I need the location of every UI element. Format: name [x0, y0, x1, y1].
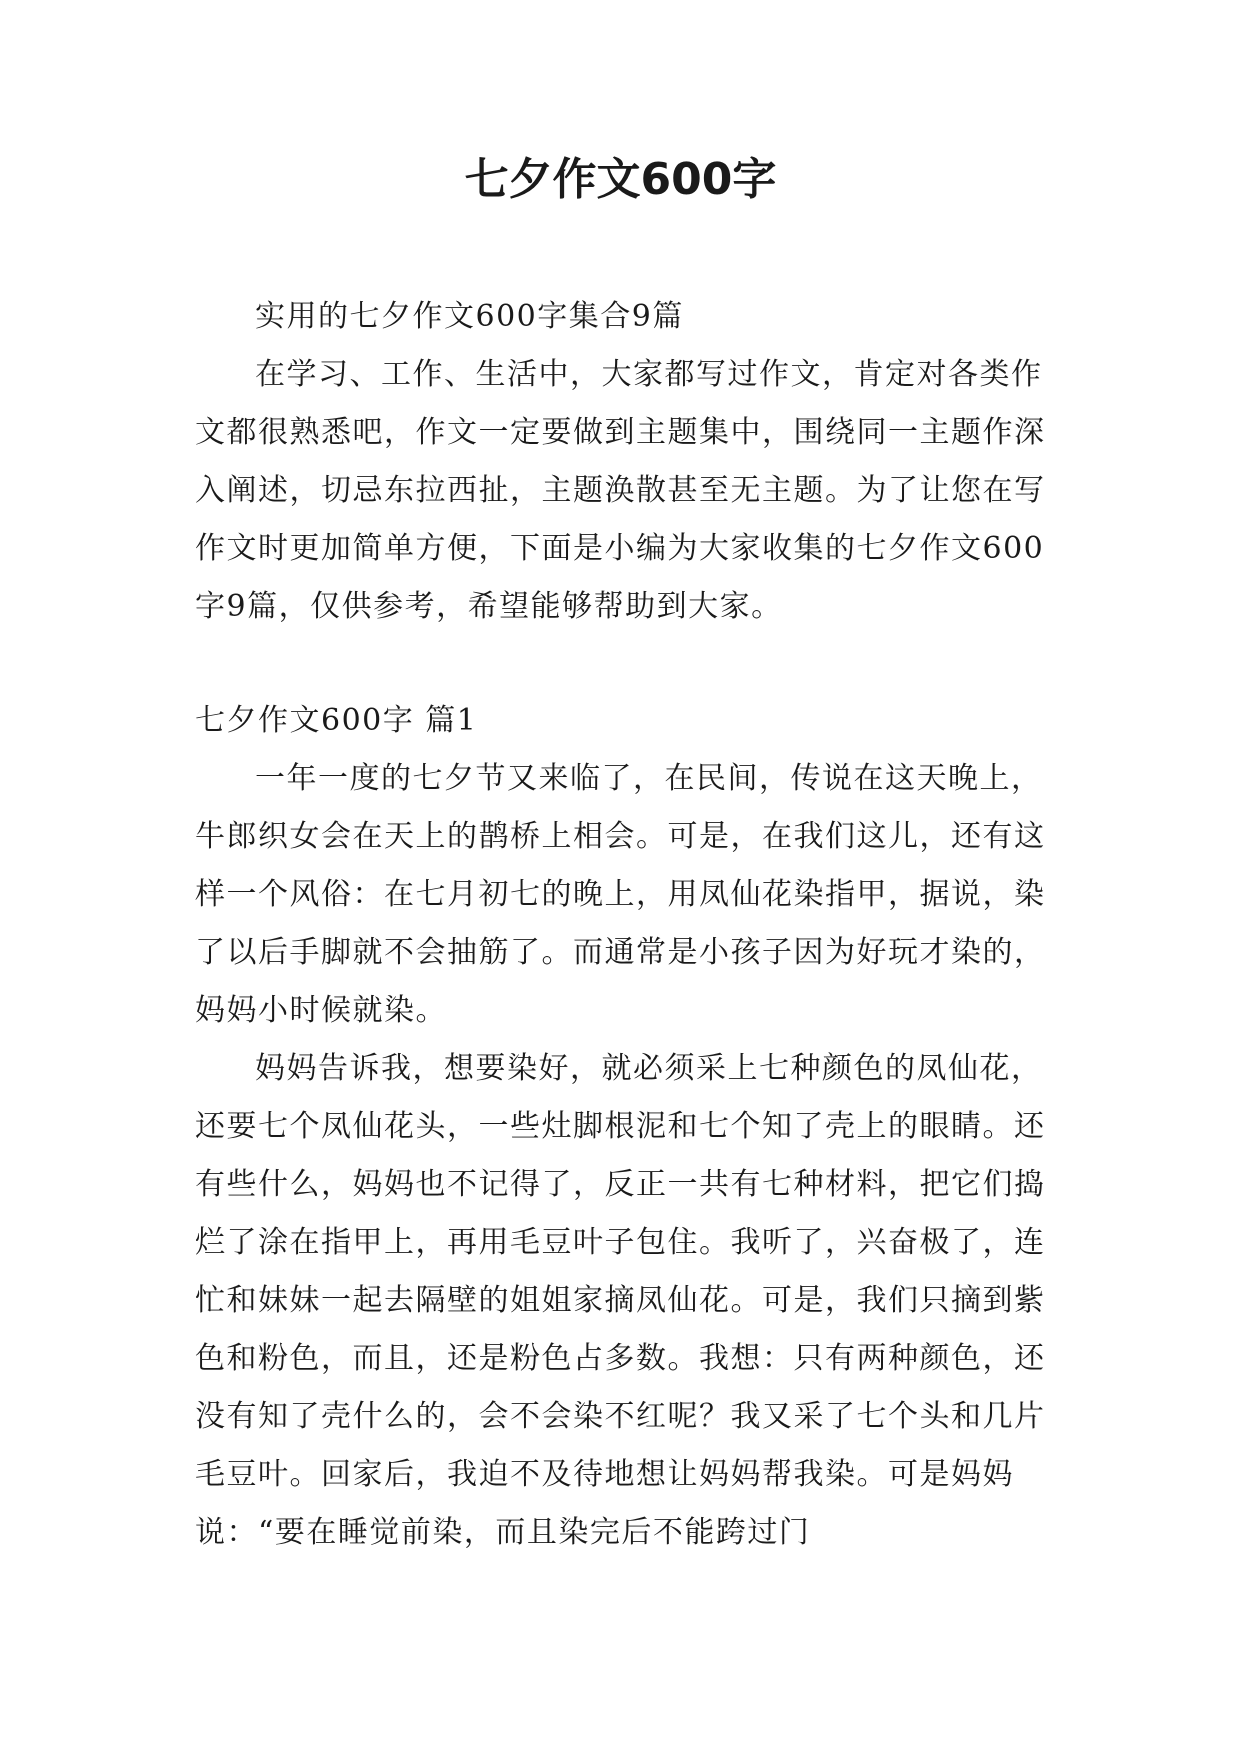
document-body — [195, 288, 1055, 1562]
body-paragraph-2: 妈妈告诉我，想要染好，就必须采上七种颜色的凤仙花，还要七个凤仙花头，一些灶脚根泥和七个知了壳上的眼睛。还有些什么，妈妈也不记得了，反正一共有七种材料，把它们捣烂了涂在指甲上，再用毛豆叶子包住。我听了，兴奋极了，连忙和妹妹一起去隔壁的姐姐家摘凤仙花。可是，我们只摘到紫色和粉色，而且，还是粉色占多数。我想：只有两种颜色，还没有知了壳什么的，会不会染不红呢？我又采了七个头和几片毛豆叶。回家后，我迫不及待地想让妈妈帮我染。可是妈妈说：“要在睡觉前染，而且染完后不能跨过门 — [195, 1051, 1046, 1550]
intro-paragraph: 在学习、工作、生活中，大家都写过作文，肯定对各类作文都很熟悉吧，作文一定要做到主题集中，围绕同一主题作深入阐述，切忌东拉西扯，主题涣散甚至无主题。为了让您在写作文时更加简单方便，下面是小编为大家收集的七夕作文600字9篇，仅供参考，希望能够帮助到大家。 — [195, 357, 1046, 624]
document-subtitle: 实用的七夕作文600字集合9篇 — [255, 299, 684, 334]
body-paragraph-1: 一年一度的七夕节又来临了，在民间，传说在这天晚上，牛郎织女会在天上的鹊桥上相会。可是，在我们这儿，还有这样一个风俗：在七月初七的晚上，用凤仙花染指甲，据说，染了以后手脚就不会抽筋了。而通常是小孩子因为好玩才染的，妈妈小时候就染。 — [195, 761, 1046, 1028]
document-title: 七夕作文600字 — [464, 154, 777, 205]
section-heading: 七夕作文600字 篇1 — [195, 703, 478, 738]
